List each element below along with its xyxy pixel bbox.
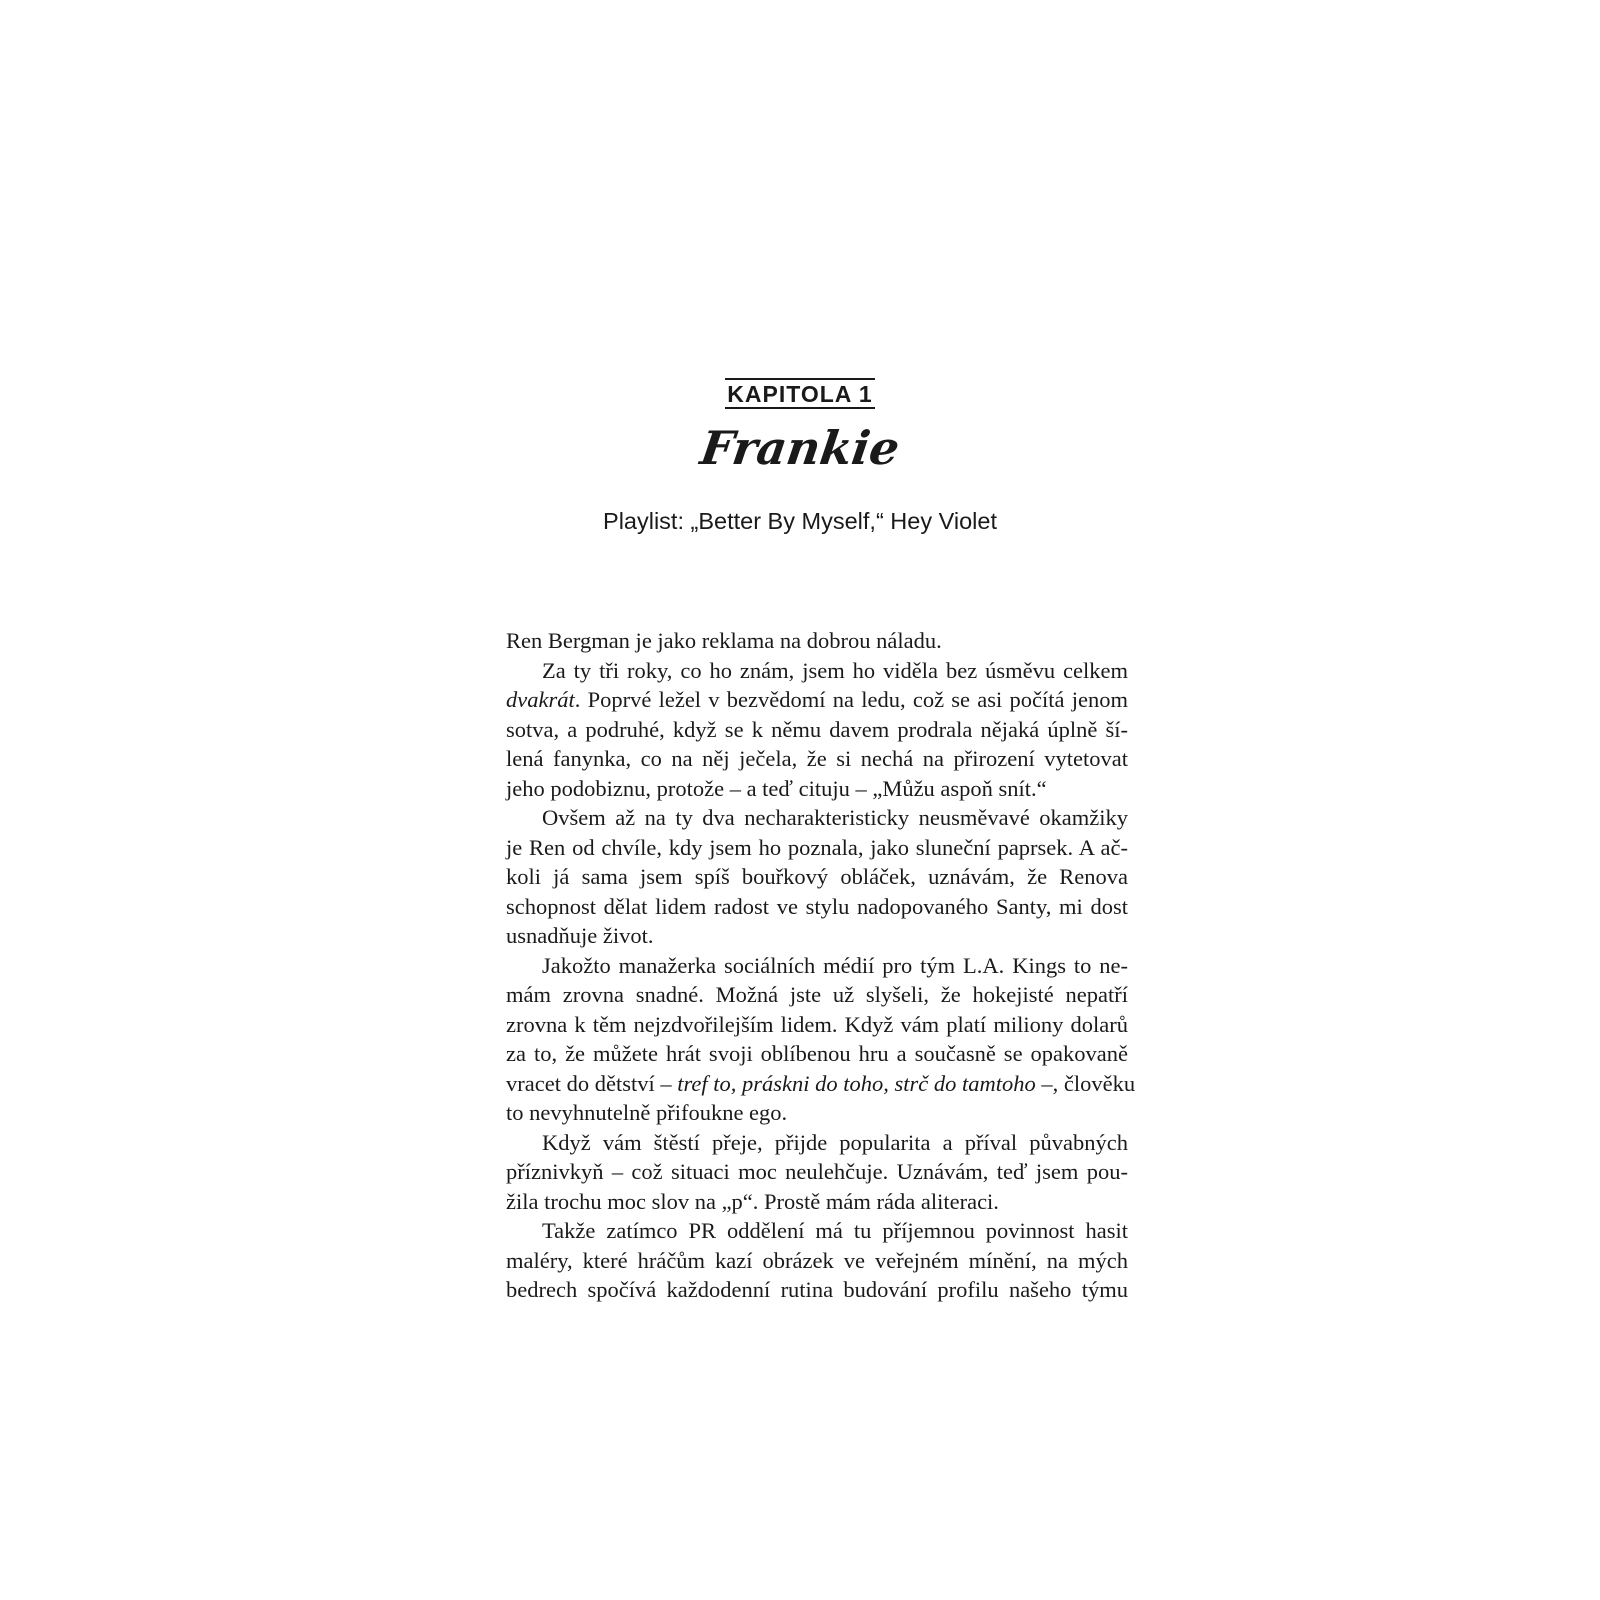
chapter-number: KAPITOLA 1 — [725, 378, 874, 409]
body-text — [506, 626, 1136, 1305]
text-run: zrovna k těm nejzdvořilejším lidem. Když vám platí miliony dolarů — [506, 1011, 1128, 1037]
text-run: –, člověku — [1035, 1070, 1136, 1096]
text-run: žila trochu moc slov na „p“. Prostě mám ráda aliteraci. — [506, 1188, 999, 1214]
text-line — [506, 803, 1128, 833]
chapter-label — [0, 378, 1600, 409]
text-run: příznivkyň – což situaci moc neulehčuje. Uznávám, teď jsem pou- — [506, 1159, 1128, 1184]
text-line — [506, 774, 1128, 804]
text-run: . Poprvé ležel v bezvědomí na ledu, což se asi počítá jenom — [574, 687, 1128, 712]
text-line — [506, 1157, 1128, 1187]
text-run: Za ty tři roky, co ho znám, jsem ho viděla bez úsměvu celkem — [542, 657, 1128, 683]
text-line — [506, 1039, 1128, 1069]
text-line — [506, 1098, 1128, 1128]
text-line — [506, 980, 1128, 1010]
text-run: Takže zatímco PR oddělení má tu příjemnou povinnost hasit — [542, 1218, 1128, 1243]
text-run: Když vám štěstí přeje, přijde popularita a příval půvabných — [542, 1129, 1128, 1155]
text-line — [506, 921, 1128, 951]
text-line — [506, 1128, 1128, 1158]
text-run: vracet do dětství – — [506, 1070, 678, 1096]
text-run: bedrech spočívá každodenní rutina budování profilu našeho týmu — [506, 1277, 1128, 1302]
text-run: sotva, a podruhé, když se k němu davem prodrala nějaká úplně ší- — [506, 716, 1128, 742]
text-run: je Ren od chvíle, kdy jsem ho poznala, jako sluneční paprsek. A ač- — [506, 834, 1128, 860]
text-line — [506, 626, 1128, 656]
text-line — [506, 1069, 1136, 1099]
text-line — [506, 1216, 1128, 1246]
text-line — [506, 892, 1128, 922]
text-line — [506, 862, 1128, 892]
italic-text: dvakrát — [506, 687, 575, 712]
text-run: lená fanynka, co na něj ječela, že si nechá na přirození vytetovat — [506, 746, 1128, 771]
text-line — [506, 1187, 1128, 1217]
text-line — [506, 685, 1128, 715]
text-run: jeho podobiznu, protože – a teď cituju – „Můžu aspoň snít.“ — [506, 775, 1047, 801]
text-line — [506, 1275, 1128, 1305]
text-line — [506, 1246, 1128, 1276]
text-run: Ren Bergman je jako reklama na dobrou náladu. — [506, 628, 942, 653]
text-run: usnadňuje život. — [506, 923, 654, 948]
text-run: koli já sama jsem spíš bouřkový obláček, uznávám, že Renova — [506, 864, 1128, 889]
text-run: Jakožto manažerka sociálních médií pro tým L.A. Kings to ne- — [542, 952, 1128, 978]
text-line — [506, 833, 1128, 863]
italic-text: tref to, práskni do toho, strč do tamtoho — [677, 1070, 1036, 1096]
text-line — [506, 951, 1128, 981]
text-run: schopnost dělat lidem radost ve stylu nadopovaného Santy, mi dost — [506, 893, 1128, 919]
playlist-line: Playlist: „Better By Myself,“ Hey Violet — [603, 508, 997, 534]
text-run: za to, že můžete hrát svoji oblíbenou hru a současně se opakovaně — [506, 1041, 1128, 1066]
text-run: mám zrovna snadné. Možná jste už slyšeli, že hokejisté nepatří — [506, 982, 1128, 1007]
text-run: Ovšem až na ty dva necharakteristicky neusměvavé okamžiky — [542, 805, 1128, 830]
text-run: maléry, které hráčům kazí obrázek ve veřejném mínění, na mých — [506, 1247, 1128, 1273]
text-line — [506, 715, 1128, 745]
text-run: to nevyhnutelně přifoukne ego. — [506, 1100, 788, 1125]
chapter-title: Frankie — [697, 421, 903, 475]
text-line — [506, 1010, 1128, 1040]
text-line — [506, 744, 1128, 774]
text-line — [506, 656, 1128, 686]
